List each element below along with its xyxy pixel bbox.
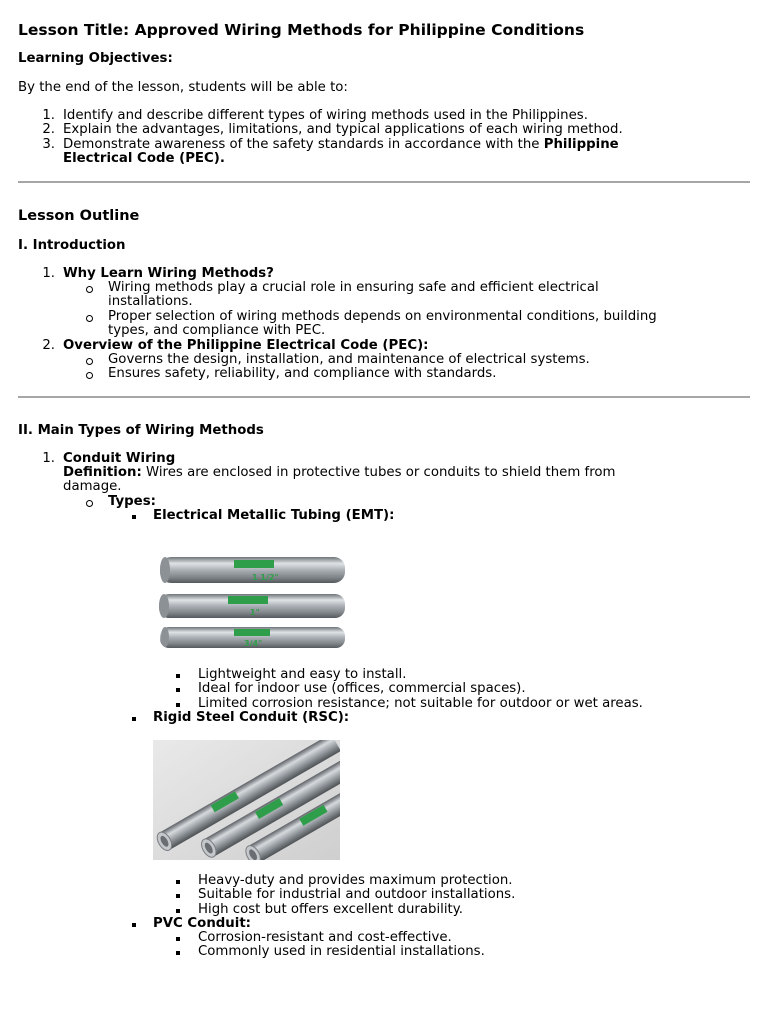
list-number: 1. [42, 266, 55, 281]
circle-bullet-icon [86, 315, 93, 322]
emt-pipe-size-label: 3/4" [244, 639, 263, 648]
emt-pipe-size-label: 1" [250, 608, 260, 617]
pvc-title: PVC Conduit: [153, 916, 251, 931]
intro-item-title: Overview of the Philippine Electrical Code (PEC): [63, 338, 429, 353]
emt-bullet: Ideal for indoor use (offices, commercial spaces). [198, 681, 526, 696]
intro-heading: I. Introduction [18, 238, 126, 253]
objective-item-continuation: Electrical Code (PEC). [63, 151, 225, 166]
pvc-bullet: Corrosion-resistant and cost-effective. [198, 930, 452, 945]
square-bullet-icon [176, 937, 180, 941]
rsc-bullet: Heavy-duty and provides maximum protection. [198, 873, 513, 888]
emt-pipe-3 [160, 627, 345, 648]
intro-bullet: Ensures safety, reliability, and compliance with standards. [108, 366, 497, 381]
rsc-title: Rigid Steel Conduit (RSC): [153, 710, 350, 725]
circle-bullet-icon [86, 286, 93, 293]
intro-bullet: Proper selection of wiring methods depends on environmental conditions, building [108, 309, 657, 324]
emt-pipe-size-label: 1 1/2" [252, 573, 279, 582]
list-number: 3. [42, 137, 55, 152]
horizontal-rule [18, 181, 750, 183]
square-bullet-icon [176, 880, 180, 884]
intro-bullet-continuation: types, and compliance with PEC. [108, 323, 326, 338]
circle-bullet-icon [86, 372, 93, 379]
rsc-bullet: High cost but offers excellent durability. [198, 902, 463, 917]
list-number: 1. [42, 108, 55, 123]
list-number: 2. [42, 338, 55, 353]
square-bullet-icon [132, 923, 136, 927]
horizontal-rule [18, 396, 750, 398]
objective-item: Identify and describe different types of wiring methods used in the Philippines. [63, 108, 588, 123]
conduit-definition: Definition: Wires are enclosed in protective tubes or conduits to shield them from [63, 465, 616, 480]
intro-bullet: Governs the design, installation, and maintenance of electrical systems. [108, 352, 590, 367]
emt-pipes-graphic [154, 536, 345, 658]
rsc-pipes-image [153, 740, 340, 860]
circle-bullet-icon [86, 358, 93, 365]
lesson-title: Lesson Title: Approved Wiring Methods for Philippine Conditions [18, 21, 585, 39]
emt-pipe-2 [159, 594, 345, 618]
conduit-title: Conduit Wiring [63, 451, 176, 466]
outline-heading: Lesson Outline [18, 208, 140, 224]
objective-item: Demonstrate awareness of the safety standards in accordance with the Philippine [63, 137, 619, 152]
square-bullet-icon [176, 703, 180, 707]
emt-bullet: Limited corrosion resistance; not suitable for outdoor or wet areas. [198, 696, 643, 711]
square-bullet-icon [132, 717, 136, 721]
main-types-heading: II. Main Types of Wiring Methods [18, 423, 264, 438]
objectives-intro: By the end of the lesson, students will be able to: [18, 80, 348, 95]
rsc-bullet: Suitable for industrial and outdoor installations. [198, 887, 516, 902]
circle-bullet-icon [86, 500, 93, 507]
square-bullet-icon [176, 951, 180, 955]
intro-bullet: Wiring methods play a crucial role in ensuring safe and efficient electrical [108, 280, 599, 295]
square-bullet-icon [176, 909, 180, 913]
square-bullet-icon [176, 688, 180, 692]
emt-pipe-1 [160, 557, 345, 583]
objective-item: Explain the advantages, limitations, and typical applications of each wiring method. [63, 122, 623, 137]
emt-bullet: Lightweight and easy to install. [198, 667, 407, 682]
objectives-heading: Learning Objectives: [18, 51, 173, 66]
rsc-pipes-graphic [153, 740, 340, 860]
types-label: Types: [108, 494, 156, 509]
emt-title: Electrical Metallic Tubing (EMT): [153, 508, 395, 523]
list-number: 1. [42, 451, 55, 466]
square-bullet-icon [176, 674, 180, 678]
list-number: 2. [42, 122, 55, 137]
pvc-bullet: Commonly used in residential installations. [198, 944, 485, 959]
intro-bullet-continuation: installations. [108, 294, 193, 309]
emt-pipes-image [154, 536, 345, 658]
intro-item-title: Why Learn Wiring Methods? [63, 266, 274, 281]
conduit-definition-continuation: damage. [63, 479, 122, 494]
square-bullet-icon [176, 894, 180, 898]
square-bullet-icon [132, 515, 136, 519]
